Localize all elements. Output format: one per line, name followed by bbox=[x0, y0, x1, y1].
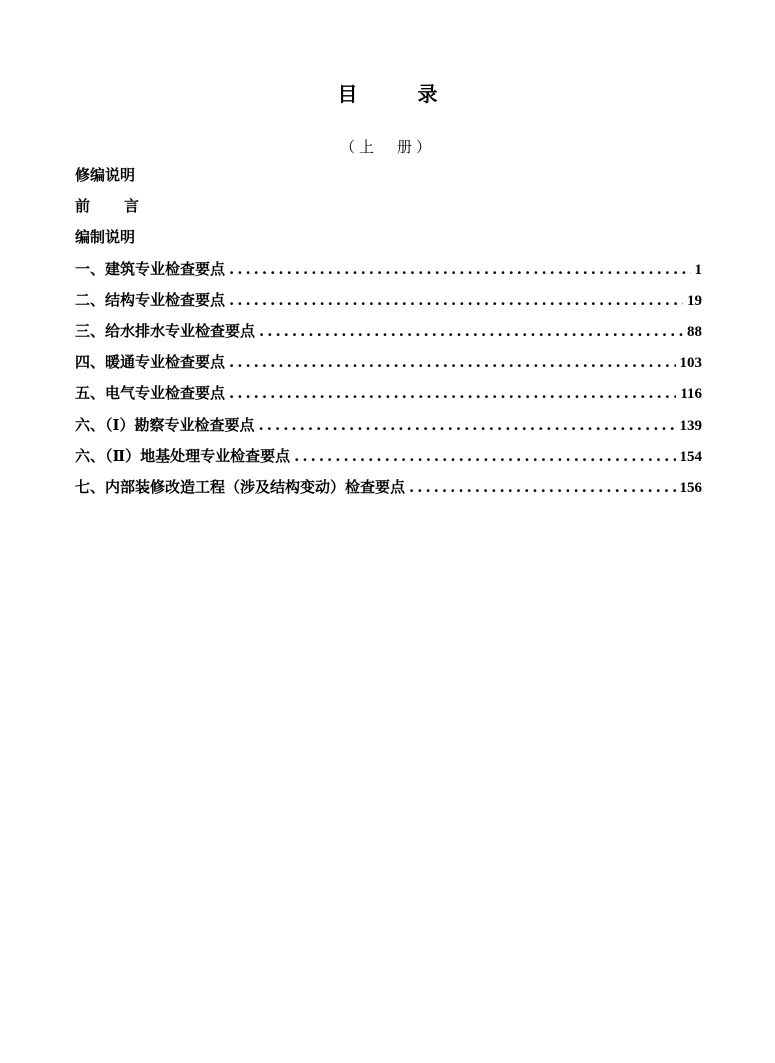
toc-entry-label: 五、电气专业检查要点 bbox=[75, 384, 226, 403]
toc-entry-label: 三、给水排水专业检查要点 bbox=[75, 321, 256, 340]
toc-page-number: 103 bbox=[679, 355, 702, 372]
toc-entry-label: 编制说明 bbox=[75, 228, 136, 247]
table-of-contents bbox=[75, 160, 702, 503]
toc-entry-label: 二、结构专业检查要点 bbox=[75, 290, 226, 309]
toc-leader-dots bbox=[229, 378, 676, 409]
toc-page-number: 1 bbox=[694, 261, 702, 278]
toc-entry-label: 一、建筑专业检查要点 bbox=[75, 259, 226, 278]
toc-entry-electrical[interactable] bbox=[75, 378, 702, 409]
toc-page-number: 116 bbox=[680, 386, 702, 403]
toc-entry-label: 六、（Ⅱ）地基处理专业检查要点 bbox=[75, 446, 291, 465]
toc-leader-dots bbox=[259, 410, 676, 441]
toc-leader-dots bbox=[259, 316, 683, 347]
toc-leader-dots bbox=[294, 441, 675, 472]
toc-entry-hvac[interactable] bbox=[75, 347, 702, 378]
toc-page-number: 88 bbox=[687, 323, 702, 340]
toc-entry-structure[interactable] bbox=[75, 285, 702, 316]
toc-entry-plumbing[interactable] bbox=[75, 316, 702, 347]
toc-entry-interior-renovation[interactable] bbox=[75, 472, 702, 503]
toc-page-number: 154 bbox=[679, 448, 702, 465]
toc-page-number: 139 bbox=[679, 417, 702, 434]
toc-leader-dots bbox=[229, 347, 675, 378]
toc-leader-dots bbox=[229, 254, 690, 285]
toc-entry-label: 前言 bbox=[75, 197, 174, 216]
toc-entry-architecture[interactable] bbox=[75, 254, 702, 285]
toc-front-matter-revision-notes[interactable] bbox=[75, 160, 702, 191]
volume-label: （上 册） bbox=[339, 138, 435, 156]
toc-entry-label: 七、内部装修改造工程（涉及结构变动）检查要点 bbox=[75, 477, 406, 496]
toc-leader-dots bbox=[229, 285, 683, 316]
toc-entry-label: 修编说明 bbox=[75, 166, 136, 184]
toc-page-number: 156 bbox=[679, 479, 702, 496]
toc-front-matter-compilation-notes[interactable] bbox=[75, 222, 702, 253]
toc-entry-label: 四、暖通专业检查要点 bbox=[75, 353, 226, 372]
toc-entry-foundation-treatment[interactable] bbox=[75, 441, 702, 472]
toc-page-number: 19 bbox=[687, 292, 702, 309]
toc-front-matter-preface[interactable] bbox=[75, 191, 702, 222]
page-title: 目 录 bbox=[337, 82, 458, 106]
toc-entry-label: 六、（Ⅰ）勘察专业检查要点 bbox=[75, 415, 255, 434]
toc-leader-dots bbox=[409, 472, 675, 503]
toc-entry-survey[interactable] bbox=[75, 410, 702, 441]
